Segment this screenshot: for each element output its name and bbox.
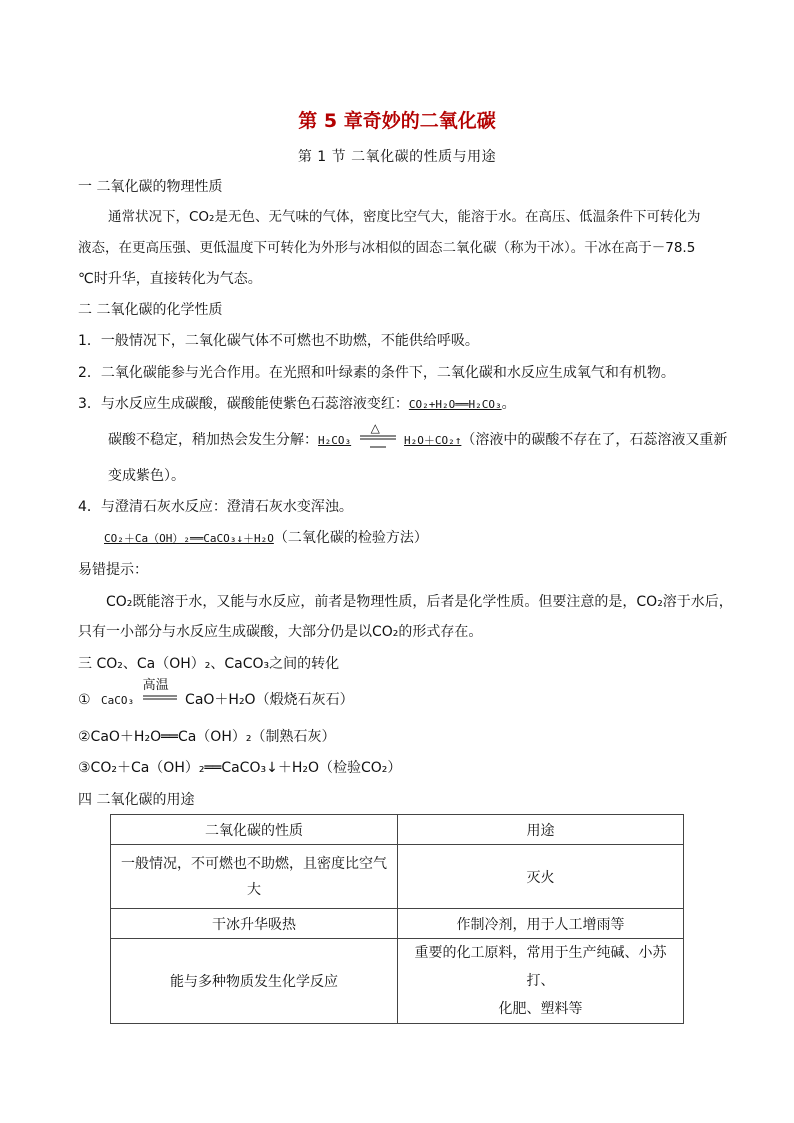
paragraph-line: ℃时升华，直接转化为气态。 bbox=[78, 271, 262, 287]
equation-limewater: CO₂＋Ca（OH）₂══CaCO₃↓＋H₂O bbox=[104, 532, 274, 545]
tip-line: CO₂既能溶于水，又能与水反应，前者是物理性质，后者是化学性质。但要注意的是，CO₂溶于水后， bbox=[106, 594, 733, 610]
list-item: 1．一般情况下，二氧化碳气体不可燃也不助燃，不能供给呼吸。 bbox=[78, 333, 479, 349]
table-cell: 能与多种物质发生化学反应 bbox=[111, 939, 398, 1024]
formula-caco3: CaCO₃ bbox=[101, 694, 135, 707]
table-cell: 作制冷剂，用于人工增雨等 bbox=[398, 909, 684, 939]
paragraph-line: 通常状况下，CO₂是无色、无气味的气体，密度比空气大，能溶于水。在高压、低温条件下可转化为 bbox=[108, 209, 701, 225]
heat-symbol: △ bbox=[370, 421, 380, 435]
tip-line: 只有一小部分与水反应生成碳酸，大部分仍是以CO₂的形式存在。 bbox=[78, 624, 483, 640]
table-cell bbox=[111, 845, 398, 909]
table-cell: 灭火 bbox=[398, 845, 684, 909]
chapter-title: 第 5 章奇妙的二氧化碳 bbox=[298, 110, 496, 132]
tip-heading: 易错提示： bbox=[78, 562, 148, 578]
heading-uses: 四 二氧化碳的用途 bbox=[78, 792, 195, 808]
uses-table bbox=[110, 814, 684, 1024]
list-item bbox=[78, 394, 516, 415]
heading-chemical-properties: 二 二氧化碳的化学性质 bbox=[78, 302, 223, 318]
cell-text: 重要的化工原料，常用于生产纯碱、小苏打、 bbox=[414, 945, 667, 989]
equation-line bbox=[104, 528, 428, 549]
equation-note: （二氧化碳的检验方法） bbox=[273, 530, 428, 546]
heading-physical-properties: 一 二氧化碳的物理性质 bbox=[78, 179, 223, 195]
reaction-3: ③CO₂＋Ca（OH）₂══CaCO₃↓＋H₂O（检验CO₂） bbox=[78, 760, 402, 776]
cell-text: 化肥、塑料等 bbox=[498, 1001, 583, 1017]
list-item: 2．二氧化碳能参与光合作用。在光照和叶绿素的条件下，二氧化碳和水反应生成氧气和有机物。 bbox=[78, 365, 675, 381]
reaction-condition bbox=[142, 678, 177, 710]
table-header: 二氧化碳的性质 bbox=[111, 815, 398, 845]
paragraph-line: 液态，在更高压强、更低温度下可转化为外形与冰相似的固态二氧化碳（称为干冰）。干冰在高于－78.5 bbox=[78, 240, 696, 256]
section-subtitle: 第 1 节 二氧化碳的性质与用途 bbox=[297, 149, 497, 165]
decomposition-products: H₂O＋CO₂↑ bbox=[404, 434, 462, 447]
equals-arrow-icon bbox=[143, 694, 177, 704]
table-row bbox=[111, 845, 684, 909]
decomposition-line bbox=[108, 421, 728, 451]
formula-h2co3: H₂CO₃ bbox=[318, 434, 352, 447]
table-row bbox=[111, 909, 684, 939]
heading-conversion: 三 CO₂、Ca（OH）₂、CaCO₃之间的转化 bbox=[78, 656, 340, 672]
cell-text: 一般情况，不可燃也不助燃，且密度比空气 bbox=[121, 855, 387, 872]
decomposition-note: （溶液中的碳酸不存在了，石蕊溶液又重新 bbox=[461, 432, 728, 448]
table-header: 用途 bbox=[398, 815, 684, 845]
decomposition-intro: 碳酸不稳定，稍加热会发生分解： bbox=[108, 432, 318, 448]
paragraph-line: 变成紫色）。 bbox=[108, 468, 185, 484]
punctuation: 。 bbox=[501, 396, 516, 412]
reaction-condition bbox=[356, 421, 400, 450]
reaction-2: ②CaO＋H₂O══Ca（OH）₂（制熟石灰） bbox=[78, 729, 336, 745]
table-row bbox=[111, 939, 684, 1024]
table-cell: 干冰升华吸热 bbox=[111, 909, 398, 939]
equation-carbonic-acid: CO₂+H₂O══H₂CO₃ bbox=[408, 398, 502, 411]
reaction-number: ① bbox=[78, 692, 91, 708]
list-item-text: 3．与水反应生成碳酸，碳酸能使紫色石蕊溶液变红： bbox=[78, 396, 409, 412]
high-temp-label: 高温 bbox=[142, 678, 169, 693]
cell-text: 大 bbox=[247, 881, 261, 898]
list-item: 4．与澄清石灰水反应：澄清石灰水变浑浊。 bbox=[78, 499, 353, 515]
reaction-products: CaO＋H₂O（煅烧石灰石） bbox=[185, 692, 354, 708]
table-header-row bbox=[111, 815, 684, 845]
reaction-1 bbox=[78, 678, 354, 711]
table-cell bbox=[398, 939, 684, 1024]
